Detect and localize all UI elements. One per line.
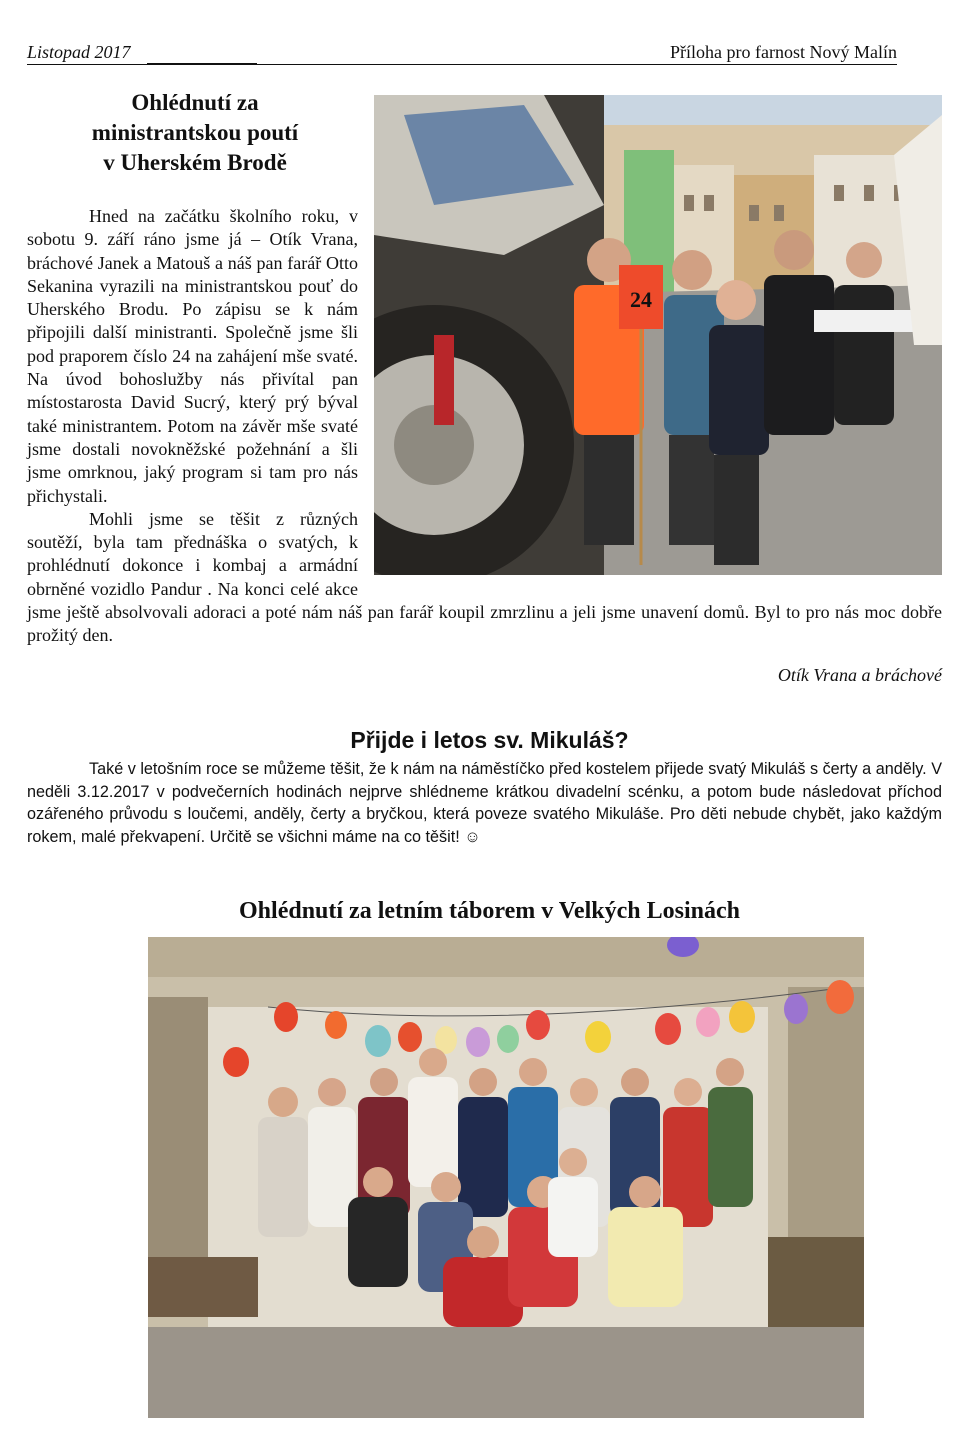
- article1-title-line: v Uherském Brodě: [103, 150, 287, 175]
- header-rule-accent: [147, 63, 257, 65]
- article1-title-line: ministrantskou poutí: [91, 120, 299, 145]
- article3-title: Ohlédnutí za letním táborem v Velkých Losinách: [239, 898, 740, 924]
- article2-body: [27, 758, 942, 848]
- article1-body: [27, 205, 942, 648]
- page-header: [27, 42, 897, 66]
- article1-paragraph: Mohli jsme se těšit z různých soutěží, byla tam přednáška o svatých, k prohlédnutí dokonce i kombaj a armádní obrněné vozidlo Pandur . Na konci celé akce jsme ještě absolvovali adoraci a poté nám náš pan farář koupil zmrzlinu a jeli jsme unavení domů. Byl to pro nás moc dobře prožitý den.: [27, 508, 942, 646]
- article1-title: [40, 88, 350, 178]
- header-publication: Příloha pro farnost Nový Malín: [670, 42, 897, 62]
- header-date: Listopad 2017: [27, 42, 131, 62]
- banner-number: 24: [630, 287, 652, 312]
- article1-signature: Otík Vrana a bráchové: [777, 665, 942, 685]
- pilgrimage-photo: [374, 95, 942, 575]
- article2-paragraph: Také v letošním roce se můžeme těšit, že k nám na náměstíčko před kostelem přijede svatý Mikuláš s čerty a anděly. V neděli 3.12.2017 v podvečerních hodinách nejprve shlédneme krátkou divadelní scénku, a potom bude následovat příchod ozářeného průvodu s loučemi, anděly, čerty a bryčkou, která poveze svatého Mikuláše. Pro děti nebude chybět, jako každým rokem, malé překvapení. Určitě se všichni máme na co těšit! ☺: [27, 760, 942, 846]
- article2-title: Přijde i letos sv. Mikuláš?: [350, 727, 629, 753]
- article1-title-line: Ohlédnutí za: [131, 90, 259, 115]
- summer-camp-photo: [148, 937, 864, 1418]
- article1-paragraph: Hned na začátku školního roku, v sobotu 9. září ráno jsme já – Otík Vrana, bráchové Janek a Matouš a náš pan farář Otto Sekanina vyrazili na ministrantskou pouť do Uherského Brodu. Po zápisu se k nám připojili další ministranti. Společně jsme šli pod praporem číslo 24 na zahájení mše svaté. Na úvod bohoslužby nás přivítal pan místostarosta David Sucrý, který prý býval také ministrantem. Potom na závěr mše svaté jsme dostali novokněžské požehnání a šli jsme omrknou, jaký program si tam pro nás přichystali.: [27, 206, 358, 506]
